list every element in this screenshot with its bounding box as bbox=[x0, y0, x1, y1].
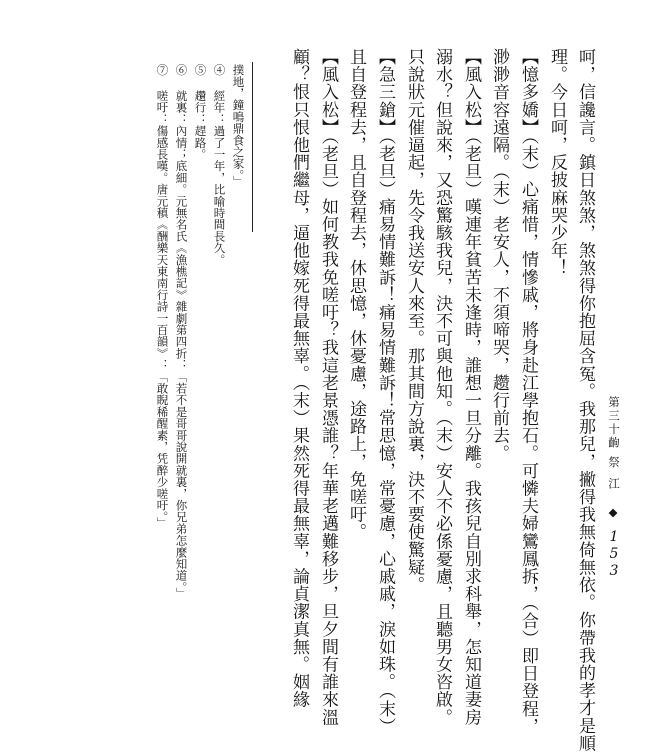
text-column: 【風入松】（老旦）如何教我免嗟吁？我這老景憑誰？年華老邁難移步，旦夕間有誰來溫 bbox=[318, 48, 338, 726]
footnote: ④ 經年：過了一年，比喻時間長久。 bbox=[212, 64, 227, 266]
footnote: ⑦ 嗟吁：傷感長嘆。唐元稹《酬樂天東南行詩一百韻》：「敢睨稀醒素，凭醉少嗟吁。」 bbox=[155, 64, 170, 529]
text-column: 理。今日呵，反披麻哭少年！ bbox=[547, 48, 567, 277]
text-column: 溺水？但說來，又恐驚駭我兒，決不可與他知。（末）安人不必係憂慮，且聽男女咨啟。 bbox=[432, 48, 452, 726]
page-number: 153 bbox=[606, 529, 622, 580]
chapter-title: 祭江 bbox=[607, 456, 621, 499]
text-column: 且自登程去，且自登程去，休思憶，休憂慮，途路上，免嗟吁。 bbox=[346, 48, 366, 541]
text-column: 只說狀元催逼起，先令我送安人來至。那其間方說裏，決不要使驚疑。 bbox=[404, 48, 424, 594]
footnote: ⑥ 就裏：內情；底細。元無名氏《漁樵記》雜劇第四折：「若不是哥哥說開就裏，你兄弟怎麼知道。」 bbox=[174, 64, 189, 599]
diamond-icon: ◆ bbox=[606, 505, 620, 521]
footnote-rule bbox=[252, 62, 253, 232]
footnote: ⑤ 趲行：趕路。 bbox=[193, 64, 208, 161]
text-column: 【風入松】（老旦）嘆連年貧苦未逢時，誰想一旦分離。我孩兒自別求科舉，怎知道妻房 bbox=[461, 48, 481, 726]
text-column: 【急三鎗】（老旦）痛易情難訴！痛易情難訴！常思憶，常憂慮，心戚戚，淚如珠。（末） bbox=[375, 48, 395, 735]
text-column: 呵，信讒言。鎮日煞煞，煞煞得你抱屈含冤。我那兒，撇得我無倚無依。你帶我的孝才是順 bbox=[575, 48, 595, 752]
chapter-label: 第三十齣 bbox=[607, 396, 621, 450]
text-column: 【憶多嬌】（末）心痛惜，情慘戚，將身赴江學抱石。可憐夫婦鸞鳳拆，（合）即日登程， bbox=[518, 48, 538, 735]
footnote: 撲地，鐘鳴鼎食之家。」 bbox=[231, 64, 246, 187]
running-header bbox=[606, 396, 620, 580]
text-column: 顧？恨只恨他們繼母，逼他嫁死得最無辜。（末）果然死得最無辜，論貞潔真無。姻緣 bbox=[289, 48, 309, 709]
text-column: 渺渺音容遠隔。（末）老安人，不須啼哭，趱行前去。 bbox=[489, 48, 509, 462]
